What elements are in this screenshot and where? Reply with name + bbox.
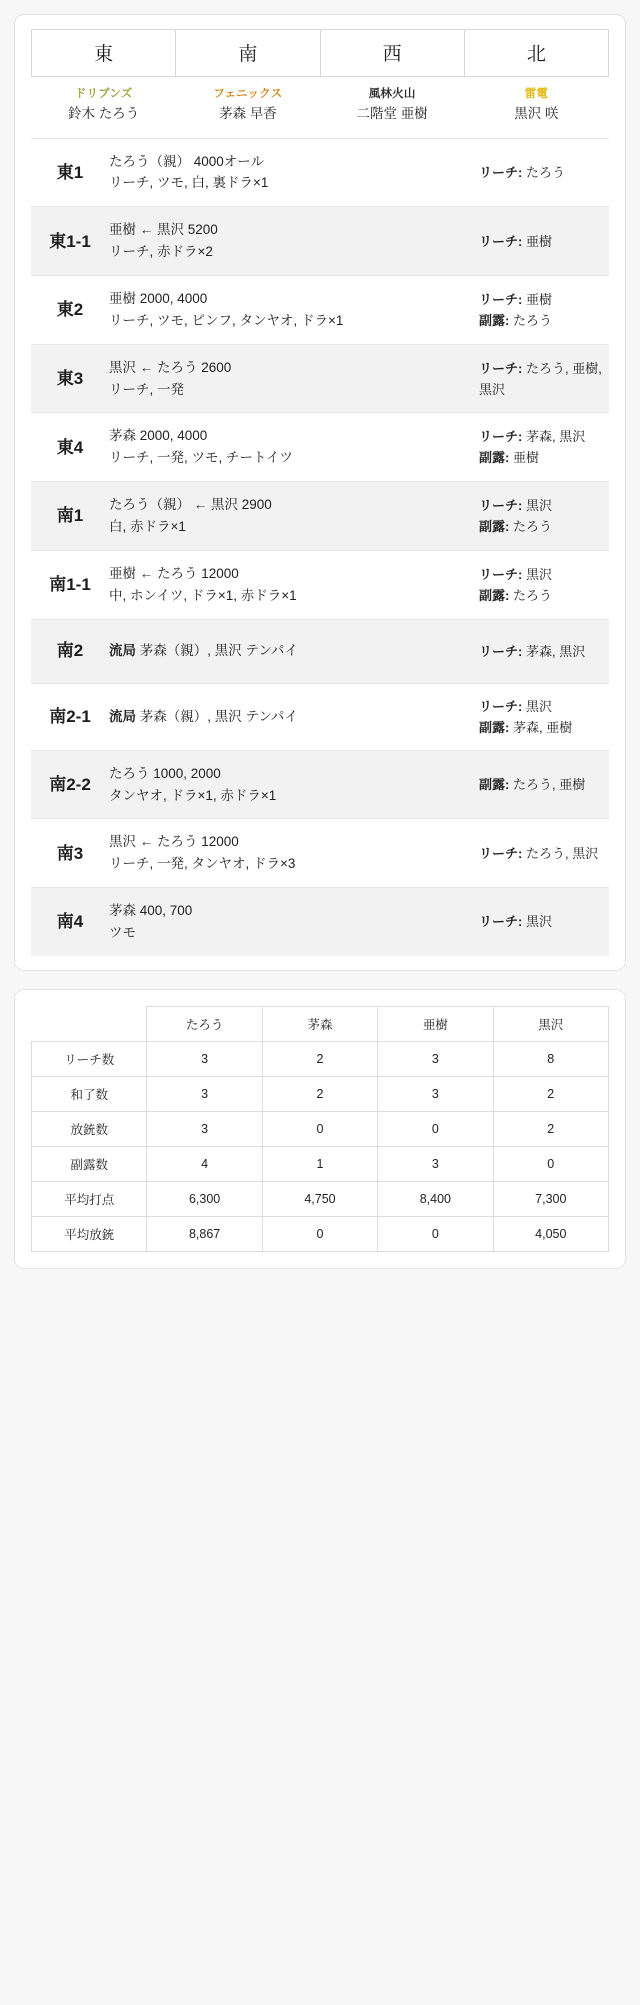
hand-result-text: 亜樹 ← たろう 12000 [109,565,239,581]
player-name: 二階堂 亜樹 [356,106,428,121]
stats-card [14,989,626,1269]
stats-cell: 4 [147,1146,262,1181]
stats-row-label: 放銃数 [32,1111,147,1146]
riichi-flag-label: リーチ: [479,233,523,249]
meld-flag-players: たろう [512,587,552,603]
riichi-flag-players: 黒沢 [525,566,552,582]
riichi-flag [479,564,605,585]
riichi-flag [479,358,605,400]
seat-wind-north: 北 [464,30,608,77]
riichi-flag-label: リーチ: [479,643,523,659]
hand-yaku-detail: タンヤオ, ドラ×1, 赤ドラ×1 [109,787,277,803]
stats-row-label: 平均打点 [32,1181,147,1216]
hand-number: 南2-1 [49,707,91,727]
hand-row [31,818,609,887]
hand-flags [479,911,605,932]
stats-cell: 3 [147,1041,262,1076]
stats-cell: 3 [378,1146,493,1181]
meld-flag-label: 副露: [479,312,510,328]
hand-number: 東3 [56,368,84,388]
stats-row-label: リーチ数 [32,1041,147,1076]
hand-yaku-detail: リーチ, 一発, タンヤオ, ドラ×3 [109,856,296,872]
hand-number: 南1-1 [49,575,91,595]
hand-row [31,275,609,344]
stats-cell: 8,400 [378,1181,493,1216]
hand-result-line [109,219,469,241]
hand-yaku-detail: リーチ, 一発 [109,381,185,397]
stats-header-row [32,1006,609,1041]
hand-result-line [109,563,469,585]
hand-result-text: 亜樹 2000, 4000 [109,291,208,306]
hand-row [31,138,609,207]
hand-result-line [109,357,469,379]
meld-flag-players: たろう, 亜樹 [512,777,586,793]
riichi-flag-players: たろう, 亜樹, 黒沢 [479,360,602,397]
stats-col-header: たろう [147,1006,262,1041]
player-name: 鈴木 たろう [67,106,140,121]
riichi-flag [479,911,605,932]
stats-cell: 2 [493,1076,608,1111]
riichi-flag-label: リーチ: [479,360,523,376]
hand-flags [479,358,605,400]
hand-result-text: 茅森 400, 700 [109,903,193,919]
hand-result-line [109,288,469,310]
hand-result-text: 亜樹 ← 黒沢 5200 [109,222,218,238]
seat-wind-east: 東 [32,30,176,77]
hand-yaku-detail: ツモ [109,924,136,940]
riichi-flag-label: リーチ: [479,164,523,180]
seat-player-west [320,77,464,134]
hand-result-line [109,151,469,173]
meld-flag [479,310,605,331]
riichi-flag-players: たろう, 黒沢 [525,845,599,861]
stats-row [32,1076,609,1111]
hand-row [31,481,609,550]
riichi-flag [479,162,605,183]
meld-flag [479,516,605,537]
hand-result-text: 茅森 2000, 4000 [109,428,208,444]
stats-cell: 3 [378,1076,493,1111]
stats-row [32,1216,609,1251]
seat-wind-row [32,30,609,77]
hand-row [31,750,609,819]
hand-flags [479,774,605,795]
hand-flags [479,495,605,537]
riichi-flag-players: 茅森, 黒沢 [525,429,586,445]
hand-result [109,494,479,538]
hand-result-text: 黒沢 ← たろう 12000 [109,834,239,850]
ryuukyoku-label: 流局 [109,708,136,724]
meld-flag-players: 亜樹 [512,450,539,466]
stats-cell: 1 [262,1146,377,1181]
hand-row [31,683,609,750]
team-name: フェニックス [213,88,283,100]
hand-result [109,357,479,401]
hand-row [31,344,609,413]
meld-flag [479,774,605,795]
hand-row [31,412,609,481]
hand-result [109,425,479,469]
stats-cell: 2 [493,1111,608,1146]
hand-flags [479,564,605,606]
player-name: 茅森 早香 [218,106,277,121]
stats-row-label: 平均放銃 [32,1216,147,1251]
meld-flag-label: 副露: [479,450,510,466]
stats-cell: 8 [493,1041,608,1076]
riichi-flag-label: リーチ: [479,698,523,714]
hand-number: 南2-2 [49,774,91,794]
hand-result-line [109,425,469,447]
riichi-flag-players: 茅森, 黒沢 [525,643,586,659]
stats-cell: 3 [147,1076,262,1111]
hand-result-text: 黒沢 ← たろう 2600 [109,359,232,375]
stats-table [31,1006,609,1252]
hand-result-text: たろう（親） ← 黒沢 2900 [109,497,272,513]
hand-flags [479,696,605,738]
hand-result-text: たろう（親） 4000オール [109,153,265,169]
stats-col-header: 黒沢 [493,1006,608,1041]
meld-flag-label: 副露: [479,719,510,735]
stats-row [32,1146,609,1181]
hands-list [31,138,609,956]
hand-number: 南3 [56,843,84,863]
meld-flag [479,447,605,468]
hand-number: 南4 [56,912,84,932]
meld-flag [479,717,605,738]
hand-number: 東4 [56,437,84,457]
riichi-flag-players: 亜樹 [525,233,552,249]
hand-row [31,206,609,275]
hand-result-line [109,706,469,728]
riichi-flag [479,696,605,717]
game-log-card [14,14,626,971]
riichi-flag-label: リーチ: [479,429,523,445]
riichi-flag [479,495,605,516]
riichi-flag-players: 黒沢 [525,698,552,714]
hand-result [109,900,479,944]
stats-body [32,1041,609,1251]
riichi-flag [479,843,605,864]
hand-flags [479,231,605,252]
seat-wind-west: 西 [320,30,464,77]
hand-result-line [109,763,469,785]
hand-result-line [109,900,469,922]
hand-flags [479,162,605,183]
seat-header-table [31,29,609,134]
stats-row [32,1181,609,1216]
riichi-flag [479,426,605,447]
hand-row [31,550,609,619]
stats-cell: 0 [378,1111,493,1146]
stats-cell: 8,867 [147,1216,262,1251]
hand-result [109,640,479,662]
hand-number: 南1 [56,506,84,526]
seat-wind-south: 南 [176,30,320,77]
stats-col-header: 茅森 [262,1006,377,1041]
meld-flag [479,585,605,606]
riichi-flag-label: リーチ: [479,914,523,930]
stats-cell: 7,300 [493,1181,608,1216]
hand-yaku-detail: リーチ, 赤ドラ×2 [109,244,213,260]
seat-player-east [32,77,176,134]
hand-result-line [109,494,469,516]
hand-number: 東1 [56,162,84,182]
player-name: 黒沢 咲 [514,106,559,121]
hand-result [109,563,479,607]
stats-cell: 3 [147,1111,262,1146]
riichi-flag-label: リーチ: [479,566,523,582]
hand-result [109,763,479,807]
riichi-flag [479,641,605,662]
stats-cell: 3 [378,1041,493,1076]
hand-result [109,706,479,728]
stats-cell: 6,300 [147,1181,262,1216]
hand-result-line [109,640,469,662]
stats-row [32,1041,609,1076]
stats-cell: 0 [262,1111,377,1146]
stats-row-label: 副露数 [32,1146,147,1181]
hand-number: 東1-1 [49,231,91,251]
hand-result [109,219,479,263]
stats-row-label: 和了数 [32,1076,147,1111]
meld-flag-label: 副露: [479,519,510,535]
hand-result-text: たろう 1000, 2000 [109,765,221,781]
stats-cell: 0 [378,1216,493,1251]
meld-flag-players: 茅森, 亜樹 [512,719,573,735]
stats-cell: 4,050 [493,1216,608,1251]
seat-player-south [176,77,320,134]
riichi-flag [479,231,605,252]
hand-flags [479,843,605,864]
riichi-flag-label: リーチ: [479,845,523,861]
hand-yaku-detail: リーチ, 一発, ツモ, チートイツ [109,450,293,466]
team-name: 風林火山 [368,88,416,100]
hand-yaku-detail: リーチ, ツモ, ピンフ, タンヤオ, ドラ×1 [109,312,344,328]
riichi-flag-players: たろう [525,164,565,180]
seat-player-north [464,77,608,134]
ryuukyoku-label: 流局 [109,643,136,659]
hand-flags [479,289,605,331]
stats-row [32,1111,609,1146]
hand-result [109,288,479,332]
stats-cell: 4,750 [262,1181,377,1216]
hand-result-text: 茅森（親）, 黒沢 テンパイ [136,643,298,659]
riichi-flag-players: 黒沢 [525,914,552,930]
meld-flag-label: 副露: [479,777,510,793]
meld-flag-players: たろう [512,519,552,535]
riichi-flag-players: 黒沢 [525,497,552,513]
riichi-flag-label: リーチ: [479,291,523,307]
stats-cell: 0 [262,1216,377,1251]
stats-cell: 2 [262,1076,377,1111]
meld-flag-label: 副露: [479,587,510,603]
hand-result-text: 茅森（親）, 黒沢 テンパイ [136,708,298,724]
hand-yaku-detail: 白, 赤ドラ×1 [109,519,186,535]
hand-result [109,151,479,195]
hand-result-line [109,831,469,853]
hand-flags [479,426,605,468]
riichi-flag-label: リーチ: [479,497,523,513]
seat-player-row [32,77,609,134]
hand-number: 東2 [56,300,84,320]
stats-col-header: 亜樹 [378,1006,493,1041]
riichi-flag-players: 亜樹 [525,291,552,307]
team-name: ドリブンズ [74,88,133,100]
hand-row [31,619,609,683]
hand-result [109,831,479,875]
stats-corner-cell [32,1006,147,1041]
hand-number: 南2 [56,641,84,661]
stats-cell: 2 [262,1041,377,1076]
riichi-flag [479,289,605,310]
team-name: 雷電 [524,88,549,100]
hand-flags [479,641,605,662]
hand-yaku-detail: 中, ホンイツ, ドラ×1, 赤ドラ×1 [109,587,297,603]
hand-yaku-detail: リーチ, ツモ, 白, 裏ドラ×1 [109,175,269,191]
stats-cell: 0 [493,1146,608,1181]
meld-flag-players: たろう [512,312,552,328]
hand-row [31,887,609,956]
